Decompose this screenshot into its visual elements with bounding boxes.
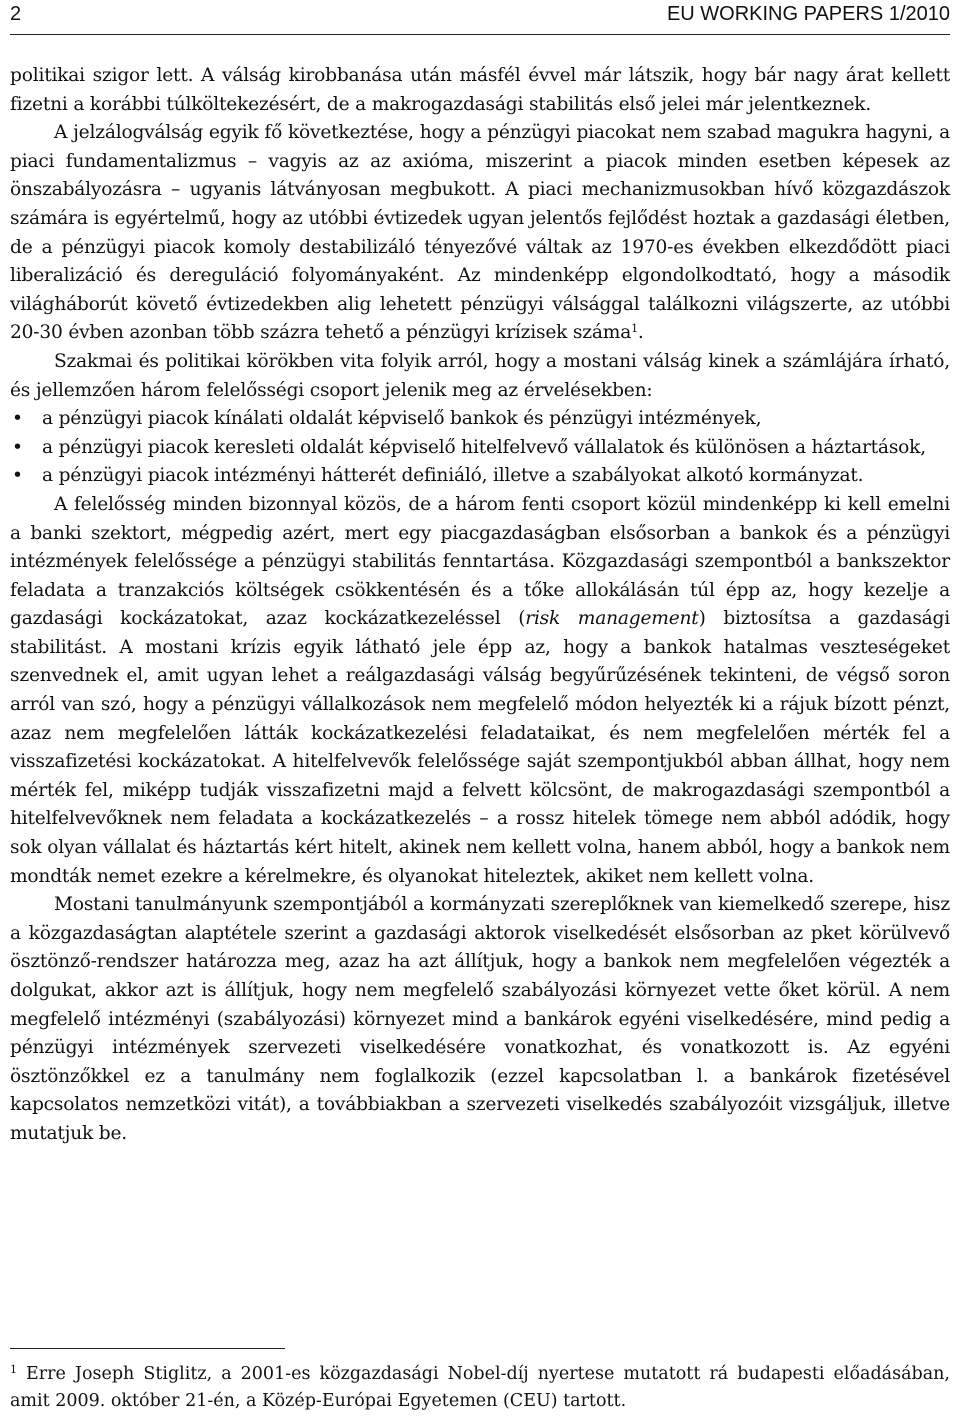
bullet-list	[10, 405, 950, 491]
paragraph-5: Mostani tanulmányunk szempontjából a kormányzati szereplőknek van kiemelkedő szerepe, hisz a közgazdaságtan alaptétele szerint a gazdasági aktorok viselkedését elsősorban az pket körülvevő ösztönző-rendszer határozza meg, azaz ha azt állítjuk, hogy a bankok nem megfelelően végezték a dolgukat, akkor azt is állítjuk, hogy nem megfelelő szabályozási környezet vette őket körül. A nem megfelelő intézményi (szabályozási) környezet mind a bankárok egyéni viselkedésére, mind pedig a pénzügyi intézmények szervezeti viselkedésére vonatkozhat, és vonatkozott is. Az egyéni ösztönzőkkel ez a tanulmány nem foglalkozik (ezzel kapcsolatban l. a bankárok fizetésével kapcsolatos nemzetközi vitát), a továbbiakban a szervezeti viselkedés szabályozóit vizsgáljuk, illetve mutatjuk be.	[10, 894, 950, 1144]
paragraph-2-text: A jelzálogválság egyik fő következtése, hogy a pénzügyi piacokat nem szabad magukra hagyni, a piaci fundamentalizmus – vagyis az az axióma, miszerint a piacok minden esetben képesek az önszabályozásra – ugyanis látványosan megbukott. A piaci mechanizmusokban hívő közgazdászok számára is egyértelmű, hogy az utóbbi évtizedek ugyan jelentős fejlődést hoztak a gazdasági életben, de a pénzügyi piacok komoly destabilizáló tényezővé váltak az 1970-es években elkezdődött piaci liberalizáció és dereguláció folyományaként. Az mindenképp elgondolkodtató, hogy a második világháborút követő évtizedekben alig lehetett pénzügyi válsággal találkozni világszerte, az utóbbi 20-30 évben azonban több százra tehető a pénzügyi krízisek száma	[10, 122, 950, 344]
running-title: EU WORKING PAPERS 1/2010	[666, 3, 950, 25]
paragraph-2	[10, 119, 950, 348]
paragraph-2-end: .	[637, 322, 644, 344]
bullet-item	[10, 434, 950, 463]
paragraph-4	[10, 491, 950, 891]
header-rule	[10, 34, 950, 35]
paragraph-4-text-a: A felelősség minden bizonnyal közös, de a három fenti csoport közül mindenképp ki kell emelni a banki szektort, mégpedig azért, mert egy piacgazdaságban elsősorban a bankok és a pénzügyi intézmények felelőssége a pénzügyi stabilitás fenntartása. Közgazdasági szempontból a bankszektor feladata a tranzakciós költségek csökkentésén és a tőke allokálásán túl épp az, hogy kezelje a gazdasági kockázatokat, azaz kockázatkezeléssel (	[10, 493, 950, 630]
bullet-text: a pénzügyi piacok kínálati oldalát képviselő bankok és pénzügyi intézmények,	[42, 408, 762, 430]
bullet-text: a pénzügyi piacok keresleti oldalát képviselő hitelfelvevő vállalatok és különösen a háztartások,	[42, 436, 926, 458]
footnote-1	[10, 1361, 950, 1415]
bullet-item	[10, 462, 950, 491]
bullet-item	[10, 405, 950, 434]
paragraph-3: Szakmai és politikai körökben vita folyik arról, hogy a mostani válság kinek a számlájára írható, és jellemzően három felelősségi csoport jelenik meg az érvelésekben:	[10, 350, 950, 401]
page-header	[10, 0, 950, 40]
footnote-area	[10, 1348, 950, 1415]
paragraph-4-italic: risk management	[525, 608, 699, 630]
bullet-text: a pénzügyi piacok intézményi hátterét definiáló, illetve a szabályokat alkotó kormányzat.	[42, 465, 864, 487]
footnote-reference[interactable]: 1	[631, 322, 638, 336]
main-text	[10, 62, 950, 1149]
bullet-icon: •	[12, 465, 23, 487]
bullet-icon: •	[12, 408, 23, 430]
footnote-text: Erre Joseph Stiglitz, a 2001-es közgazdasági Nobel-díj nyertese mutatott rá budapesti előadásában, amit 2009. október 21-én, a Közép-Európai Egyetemen (CEU) tartott.	[10, 1364, 950, 1411]
footnote-mark: 1	[10, 1363, 17, 1376]
footnote-rule	[10, 1348, 285, 1349]
bullet-icon: •	[12, 436, 23, 458]
paragraph-4-text-b: ) biztosítsa a gazdasági stabilitást. A mostani krízis egyik látható jele épp az, hogy a bankok hatalmas veszteségeket szenvednek el, amit ugyan lehet a reálgazdasági válság begyűrűzésének tekinteni, de végső soron arról van szó, hogy a pénzügyi vállalkozások nem megfelelő módon helyezték ki a rájuk bízott pénzt, azaz nem megfelelően látták kockázatkezelési feladataikat, és nem megfelelően mérték fel a visszafizetési kockázatokat. A hitelfelvevők felelőssége saját szempontjukból abban állhat, hogy nem mérték fel, miképp tudják visszafizetni majd a felvett kölcsönt, de makrogazdasági szempontból a hitelfelvevőknek nem feladata a kockázatkezelés – a rossz hitelek tömege nem abból adódik, hogy sok olyan vállalat és háztartás kért hitelt, akinek nem kellett volna, hanem abból, hogy a bankok nem mondták nemet ezekre a kérelmekre, és olyanokat hiteleztek, akiket nem kellett volna.	[10, 608, 950, 887]
paragraph-1: politikai szigor lett. A válság kirobbanása után másfél évvel már látszik, hogy bár nagy árat kellett fizetni a korábbi túlköltekezésért, de a makrogazdasági stabilitás első jelei már jelentkeznek.	[10, 65, 950, 115]
page-number: 2	[10, 3, 22, 25]
